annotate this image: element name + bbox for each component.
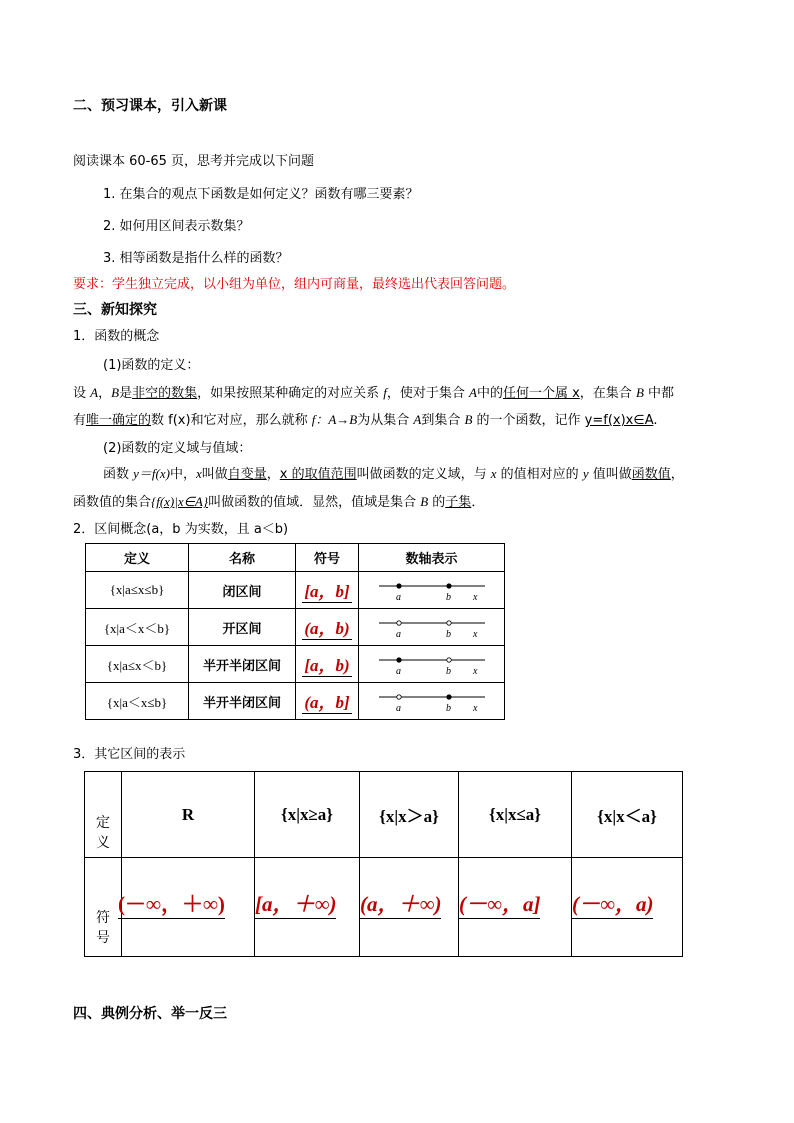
number-line	[377, 577, 487, 603]
interval-definition: {x|a≤x≤b}	[86, 572, 189, 609]
subsection-2-title: 2．区间概念(a，b 为实数，且 a＜b)	[73, 522, 289, 537]
number-line	[377, 688, 487, 714]
point-a	[396, 658, 400, 662]
symbol-cell: (－∞，＋∞)	[118, 888, 225, 919]
symbol-cell: (－∞，a)	[572, 888, 653, 919]
term-any-element: 任何一个属 x	[502, 386, 580, 401]
question-1: 1. 在集合的观点下函数是如何定义？函数有哪三要素？	[103, 187, 419, 202]
interval-symbol: [a，b]	[302, 577, 351, 603]
term-x-range: x 的取值范围	[279, 467, 357, 482]
point-b-label: b	[445, 592, 451, 603]
symbol-cell: (a，＋∞)	[360, 888, 441, 919]
term-function-value: 函数值	[631, 467, 671, 482]
term-value-set: {f(x)|x∈A}	[151, 494, 209, 509]
definition-cell: {x|x≥a}	[255, 772, 360, 858]
header-symbol: 符号	[296, 544, 359, 572]
requirement-text: 要求：学生独立完成，以小组为单位，组内可商量，最终选出代表回答问题。	[73, 277, 516, 292]
number-line	[377, 651, 487, 677]
definition-cell: {x|x＜a}	[572, 772, 683, 858]
term-subset: 子集	[445, 495, 472, 510]
point-b	[446, 584, 450, 588]
point-b	[446, 658, 450, 662]
term-independent-variable: 自变量	[227, 467, 267, 482]
point-b	[446, 621, 450, 625]
header-number-line: 数轴表示	[359, 544, 505, 572]
number-line	[377, 614, 487, 640]
interval-table	[85, 543, 505, 720]
interval-definition: {x|a＜x≤b}	[86, 683, 189, 720]
point-a	[396, 695, 400, 699]
axis-x-label: x	[472, 629, 477, 640]
term-unique: 唯一确定的	[86, 413, 152, 428]
section2-heading: 二、预习课本，引入新课	[73, 98, 227, 114]
point-a-label: a	[395, 703, 401, 714]
interval-definition: {x|a≤x＜b}	[86, 646, 189, 683]
point-a-label: a	[395, 592, 401, 603]
table-row	[86, 572, 505, 609]
domain-line-1: 函数 y＝f(x)中，x叫做自变量，x 的取值范围叫做函数的定义域，与 x 的值相对应的 y 值叫做函数值，	[103, 466, 684, 482]
point-b-label: b	[445, 703, 451, 714]
domain-range-title: (2)函数的定义域与值域：	[103, 441, 252, 456]
axis-x-label: x	[472, 666, 477, 677]
section3-heading: 三、新知探究	[73, 302, 157, 318]
interval-name: 闭区间	[189, 572, 296, 609]
section4-heading: 四、典例分析、举一反三	[73, 1006, 227, 1022]
definition-cell: {x|x≤a}	[459, 772, 572, 858]
row-label-symbol: 符号	[85, 858, 122, 957]
point-b-label: b	[445, 629, 451, 640]
definition-cell: R	[122, 772, 255, 858]
term-function-notation: y=f(x)x∈A	[584, 413, 654, 428]
interval-symbol: (a，b]	[302, 688, 351, 714]
header-definition: 定义	[86, 544, 189, 572]
term-nonempty-set: 非空的数集	[132, 386, 198, 401]
interval-name: 半开半闭区间	[189, 683, 296, 720]
domain-line-2: 函数值的集合{f(x)|x∈A}叫做函数的值域．显然，值域是集合 B 的子集．	[73, 494, 485, 510]
subsection-1-title: 1．函数的概念	[73, 329, 160, 344]
other-intervals-table	[84, 771, 683, 957]
point-b-label: b	[445, 666, 451, 677]
point-a-label: a	[395, 666, 401, 677]
header-name: 名称	[189, 544, 296, 572]
definition-cell: {x|x＞a}	[360, 772, 459, 858]
symbol-cell: [a，＋∞)	[255, 888, 336, 919]
interval-name: 半开半闭区间	[189, 646, 296, 683]
subsection-3-title: 3．其它区间的表示	[73, 747, 186, 762]
table-row	[86, 646, 505, 683]
question-2: 2. 如何用区间表示数集？	[103, 219, 250, 234]
interval-definition: {x|a＜x＜b}	[86, 609, 189, 646]
axis-x-label: x	[472, 703, 477, 714]
section2-intro: 阅读课本 60-65 页，思考并完成以下问题	[73, 154, 315, 169]
definition-line-2: 有唯一确定的数 f(x)和它对应，那么就称 f：A→B为从集合 A到集合 B 的一个函数，记作 y=f(x)x∈A.	[73, 412, 658, 428]
point-a-label: a	[395, 629, 401, 640]
question-3: 3. 相等函数是指什么样的函数？	[103, 251, 289, 266]
point-a	[396, 621, 400, 625]
point-a	[396, 584, 400, 588]
table-row	[86, 609, 505, 646]
axis-x-label: x	[472, 592, 477, 603]
symbol-cell: (－∞，a]	[459, 888, 540, 919]
interval-name: 开区间	[189, 609, 296, 646]
definition-title: (1)函数的定义：	[103, 358, 200, 373]
point-b	[446, 695, 450, 699]
row-label-definition: 定义	[85, 772, 122, 858]
interval-symbol: [a，b)	[302, 651, 351, 677]
definition-line-1: 设 A，B是非空的数集，如果按照某种确定的对应关系 f，使对于集合 A中的任何一个属 x，在集合 B 中都	[73, 385, 675, 401]
table-row	[86, 683, 505, 720]
interval-symbol: (a，b)	[302, 614, 351, 640]
